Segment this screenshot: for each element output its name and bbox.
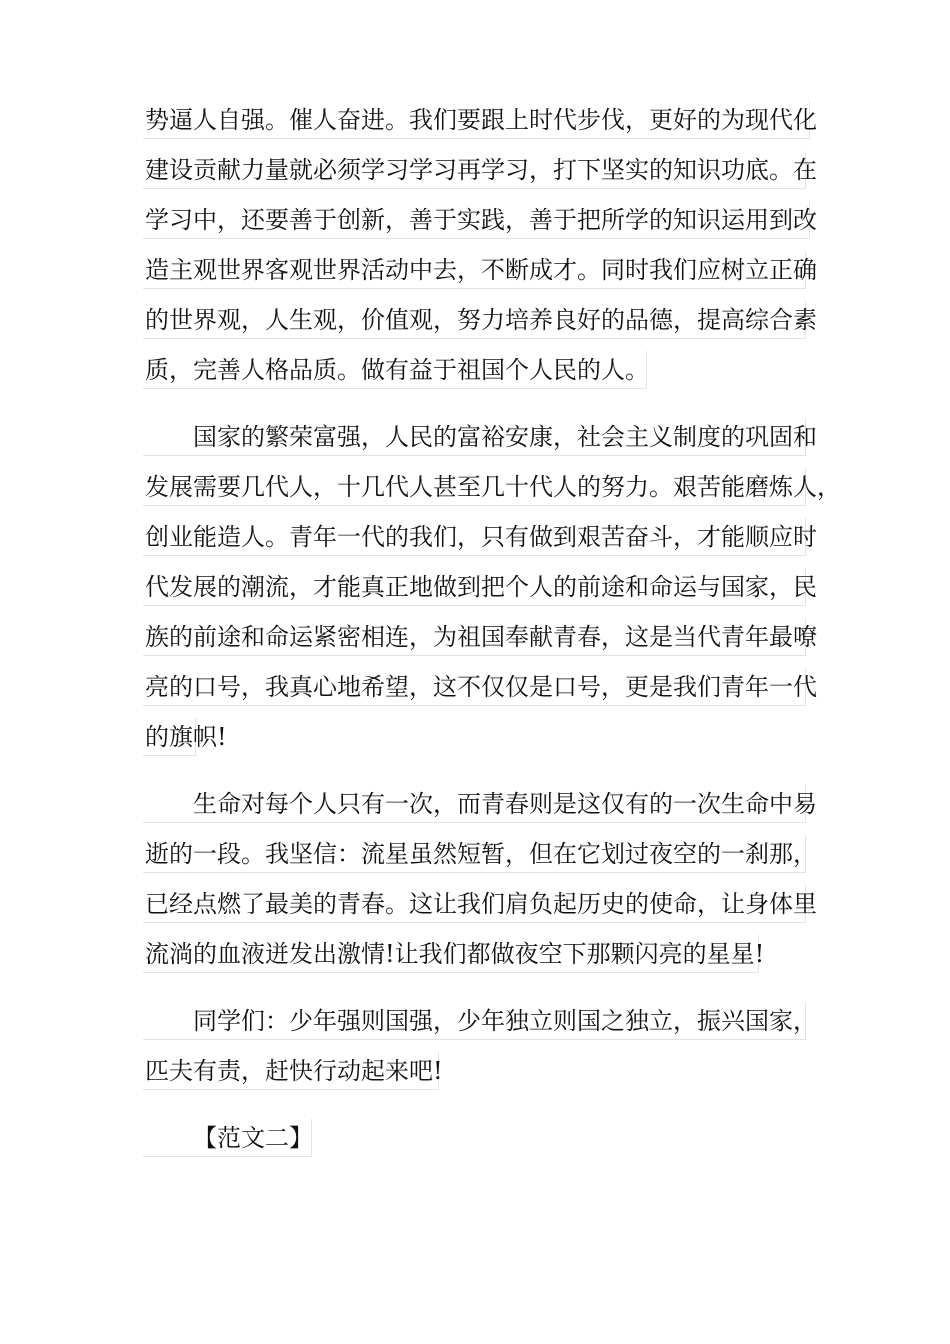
paragraph-3-line-2: 逝的一段。我坚信：流星虽然短暂，但在它划过夜空的一刹那， bbox=[143, 835, 806, 873]
paragraph-4-line-1: 同学们：少年强则国强，少年独立则国之独立，振兴国家， bbox=[143, 1002, 806, 1040]
paragraph-1-line-2: 建设贡献力量就必须学习学习再学习，打下坚实的知识功底。在 bbox=[143, 151, 806, 189]
paragraph-2-line-3: 创业能造人。青年一代的我们，只有做到艰苦奋斗，才能顺应时 bbox=[143, 518, 806, 556]
paragraph-1-line-5: 的世界观，人生观，价值观，努力培养良好的品德，提高综合素 bbox=[143, 301, 806, 339]
paragraph-3-line-3: 已经点燃了最美的青春。这让我们肩负起历史的使命，让身体里 bbox=[143, 885, 806, 923]
paragraph-3-line-4: 流淌的血液迸发出激情!让我们都做夜空下那颗闪亮的星星! bbox=[143, 935, 759, 973]
paragraph-1-line-4: 造主观世界客观世界活动中去，不断成才。同时我们应树立正确 bbox=[143, 251, 806, 289]
paragraph-2-line-4: 代发展的潮流，才能真正地做到把个人的前途和命运与国家，民 bbox=[143, 568, 806, 606]
paragraph-2-line-6: 亮的口号，我真心地希望，这不仅仅是口号，更是我们青年一代 bbox=[143, 668, 806, 706]
paragraph-2-line-5: 族的前途和命运紧密相连，为祖国奉献青春，这是当代青年最嘹 bbox=[143, 618, 806, 656]
paragraph-2-line-7: 的旗帜! bbox=[143, 718, 196, 756]
paragraph-1-line-6: 质，完善人格品质。做有益于祖国个人民的人。 bbox=[143, 351, 647, 389]
paragraph-4-line-2: 匹夫有责，赶快行动起来吧! bbox=[143, 1052, 439, 1090]
section-heading: 【范文二】 bbox=[143, 1119, 312, 1157]
paragraph-2-line-2: 发展需要几代人，十几代人甚至几十代人的努力。艰苦能磨炼人， bbox=[143, 468, 806, 506]
paragraph-3-line-1: 生命对每个人只有一次，而青春则是这仅有的一次生命中易 bbox=[143, 785, 806, 823]
paragraph-1-line-1: 势逼人自强。催人奋进。我们要跟上时代步伐，更好的为现代化 bbox=[143, 101, 810, 139]
paragraph-1-line-3: 学习中，还要善于创新，善于实践，善于把所学的知识运用到改 bbox=[143, 201, 810, 239]
paragraph-2-line-1: 国家的繁荣富强，人民的富裕安康，社会主义制度的巩固和 bbox=[143, 418, 806, 456]
